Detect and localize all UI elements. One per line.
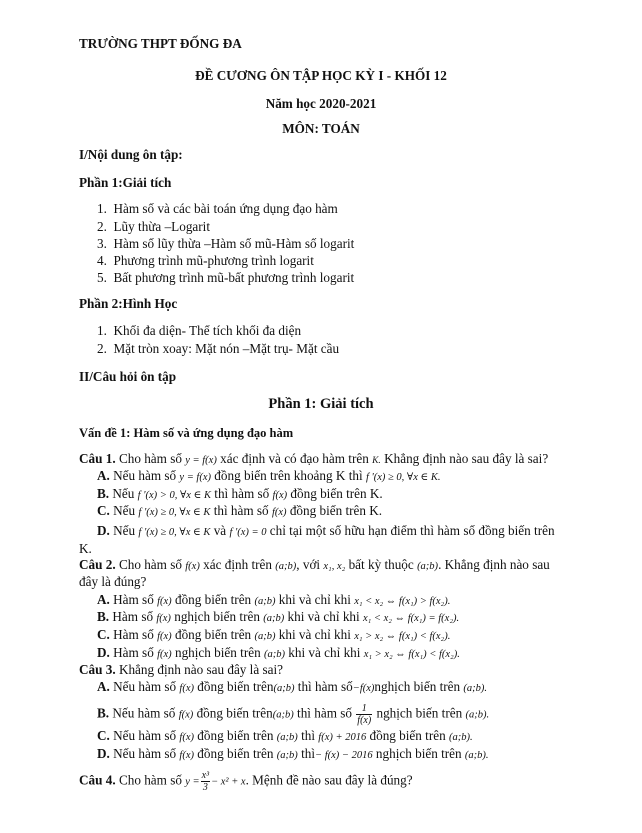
q2-option-b: B. Hàm số f(x) nghịch biến trên (a;b) khi và chỉ khi x₁ < x₂ ⇔ f(x₁) = f(x₂).: [97, 609, 460, 624]
question-1: Câu 1. Cho hàm số y = f(x) xác định và có đạo hàm trên K. Khẳng định nào sau đây là sai?: [79, 451, 549, 466]
part1-heading: Phần 1:Giải tích: [79, 175, 172, 190]
fraction-x-cubed-over-3: $\frac{\text{x³}}{3}$: [201, 770, 210, 793]
document-title: ĐỀ CƯƠNG ÔN TẬP HỌC KỲ I - KHỐI 12: [195, 68, 447, 83]
fraction-one-over-fx: $\frac{1}{f(x)}$: [357, 703, 372, 726]
school-name: TRƯỜNG THPT ĐỐNG ĐA: [79, 36, 242, 51]
q1-option-d: D. Nếu f '(x) ≥ 0, ∀x ∈ K và f '(x) = 0 chỉ tại một số hữu hạn điểm thì hàm số đồng biến trên: [97, 523, 555, 538]
topic-heading: Vấn đề 1: Hàm số và ứng dụng đạo hàm: [79, 426, 294, 440]
q1-option-d-continued: K.: [79, 541, 92, 556]
q3-option-a: A. Nếu hàm số f(x) đồng biến trên(a;b) thì hàm số−f(x)nghịch biến trên (a;b).: [97, 679, 488, 694]
question-4: Câu 4. Cho hàm số y = $\frac{\text{x³}}{3}$ − x² + x. Mệnh đề nào sau đây là đúng?: [79, 770, 413, 793]
q2-option-a: A. Hàm số f(x) đồng biến trên (a;b) khi và chỉ khi x₁ < x₂ ⇔ f(x₁) > f(x₂).: [97, 592, 451, 607]
q3-option-d: D. Nếu hàm số f(x) đồng biến trên (a;b) thì− f(x) − 2016 nghịch biến trên (a;b).: [97, 746, 489, 761]
list-item: 1. Hàm số và các bài toán ứng dụng đạo hàm: [97, 201, 338, 216]
list-item: 2. Lũy thừa –Logarit: [97, 219, 210, 234]
part-title: Phần 1: Giải tích: [268, 396, 374, 412]
q3-option-b: B. Nếu hàm số f(x) đồng biến trên(a;b) thì hàm số $\frac{1}{f(x)}$ nghịch biến trên (a;b).: [97, 703, 490, 726]
subject-title: MÔN: TOÁN: [282, 121, 360, 136]
list-item: 4. Phương trình mũ-phương trình logarit: [97, 253, 314, 268]
q1-option-c: C. Nếu f '(x) ≥ 0, ∀x ∈ K thì hàm số f(x) đồng biến trên K.: [97, 503, 383, 518]
question-2-continued: đây là đúng?: [79, 574, 147, 589]
q2-option-d: D. Hàm số f(x) nghịch biến trên (a;b) khi và chỉ khi x₁ > x₂ ⇔ f(x₁) < f(x₂).: [97, 645, 460, 660]
list-item: 2. Mặt tròn xoay: Mặt nón –Mặt trụ- Mặt cầu: [97, 341, 340, 356]
part2-heading: Phần 2:Hình Học: [79, 296, 178, 311]
q1-option-b: B. Nếu f '(x) > 0, ∀x ∈ K thì hàm số f(x) đồng biến trên K.: [97, 486, 383, 501]
list-item: 5. Bất phương trình mũ-bất phương trình logarit: [97, 270, 355, 285]
list-item: 1. Khối đa diện- Thể tích khối đa diện: [97, 323, 302, 338]
q1-option-a: A. Nếu hàm số y = f(x) đồng biến trên khoảng K thì f '(x) ≥ 0, ∀x ∈ K.: [97, 468, 441, 483]
q3-option-c: C. Nếu hàm số f(x) đồng biến trên (a;b) thì f(x) + 2016 đồng biến trên (a;b).: [97, 728, 473, 743]
question-2: Câu 2. Cho hàm số f(x) xác định trên (a;b), với x₁, x₂ bất kỳ thuộc (a;b). Khẳng định nào sau: [79, 557, 550, 572]
section1-heading: I/Nội dung ôn tập:: [79, 147, 183, 162]
list-item: 3. Hàm số lũy thừa –Hàm số mũ-Hàm số logarit: [97, 236, 355, 251]
q2-option-c: C. Hàm số f(x) đồng biến trên (a;b) khi và chỉ khi x₁ > x₂ ⇔ f(x₁) < f(x₂).: [97, 627, 451, 642]
school-year: Năm học 2020-2021: [265, 96, 377, 111]
section2-heading: II/Câu hỏi ôn tập: [79, 369, 177, 384]
question-3: Câu 3. Khẳng định nào sau đây là sai?: [79, 662, 284, 677]
